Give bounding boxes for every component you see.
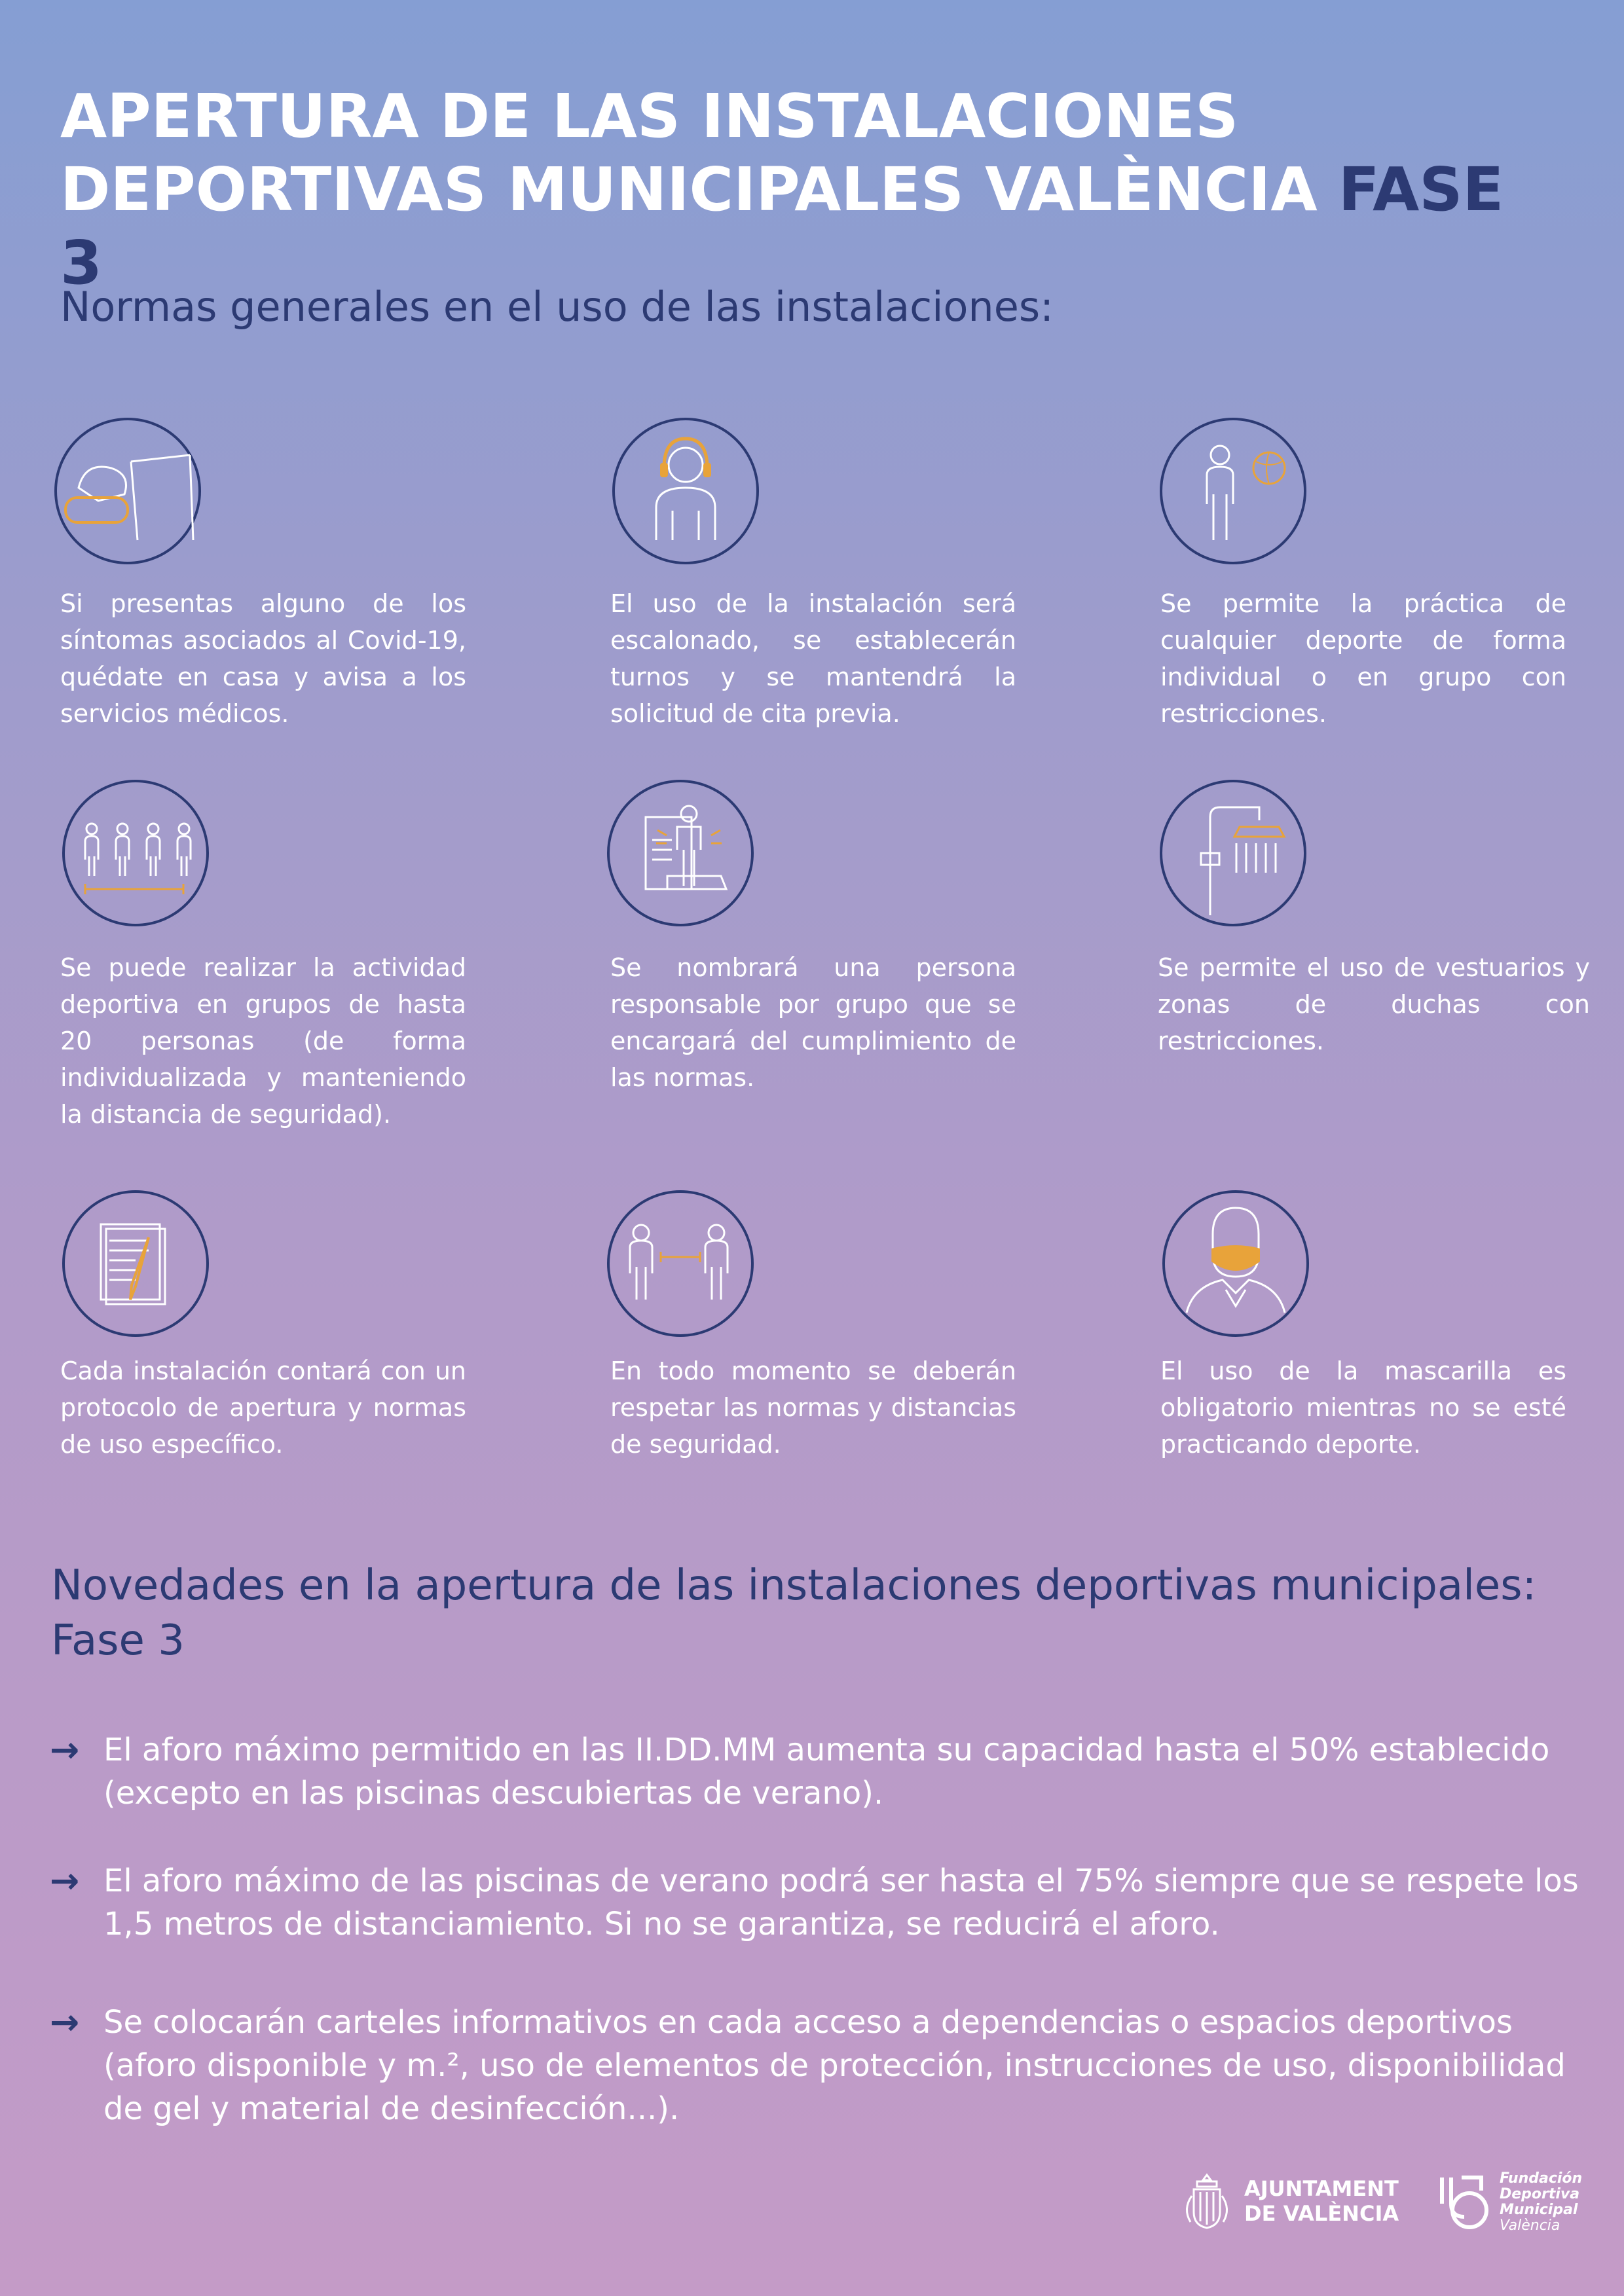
- rule-text-9: El uso de la mascarilla es obligatorio mientras no se esté practicando deporte.: [1160, 1357, 1566, 1459]
- group-distance-icon: [60, 778, 211, 928]
- fdm-emblem-icon: [1435, 2171, 1492, 2234]
- novedad-text-2: El aforo máximo de las piscinas de verano podrá ser hasta el 75% siempre que se respete los 1,5 metros de distanciamiento. Si no se garantiza, se reducirá el aforo.: [103, 1863, 1579, 1942]
- page-title: [60, 80, 1566, 300]
- logo2-line1: Fundación: [1500, 2170, 1583, 2187]
- section-title-novedades: Novedades en la apertura de las instalaciones deportivas municipales: Fase 3: [51, 1561, 1537, 1665]
- rule-text-6: Se permite el uso de vestuarios y zonas de duchas con restricciones.: [1158, 953, 1590, 1055]
- novedad-text-3: Se colocarán carteles informativos en cada acceso a dependencias o espacios deportivos (aforo disponible y m.², uso de elementos de protección, instrucciones de uso, disponibilidad de gel y material de desinfección...).: [103, 2004, 1566, 2127]
- rule-text-2: El uso de la instalación será escalonado, se establecerán turnos y se mantendrá la solicitud de cita previa.: [610, 589, 1016, 728]
- rule-text-8: En todo momento se deberán respetar las normas y distancias de seguridad.: [610, 1357, 1016, 1459]
- rule-text-4: Se puede realizar la actividad deportiva en grupos de hasta 20 personas (de forma individualizada y manteniendo la distancia de seguridad).: [60, 953, 466, 1129]
- shower-icon: [1158, 778, 1308, 928]
- novedad-item-3: [50, 2001, 1595, 2130]
- fundacion-logo: [1435, 2168, 1606, 2236]
- title-main: APERTURA DE LAS INSTALACIONES DEPORTIVAS MUNICIPALES VALÈNCIA: [60, 81, 1318, 225]
- rule-text-3: Se permite la práctica de cualquier deporte de forma individual o en grupo con restricciones.: [1160, 589, 1566, 728]
- novedad-text-1: El aforo máximo permitido en las II.DD.MM aumenta su capacidad hasta el 50% establecido (excepto en las piscinas descubiertas de verano).: [103, 1732, 1550, 1812]
- responsible-person-icon: [605, 778, 756, 928]
- person-headset-icon: [610, 416, 761, 566]
- title-accent: FASE 3: [60, 155, 1504, 298]
- arrow-right-icon: →: [50, 1729, 80, 1770]
- section-title-rules: Normas generales en el uso de las instalaciones:: [60, 283, 1054, 331]
- logo2-line4: València: [1500, 2217, 1560, 2234]
- safety-distance-icon: [605, 1188, 756, 1339]
- sick-person-icon: [52, 416, 203, 566]
- rule-text-1: Si presentas alguno de los síntomas asociados al Covid-19, quédate en casa y avisa a los servicios médicos.: [60, 589, 466, 728]
- novedad-item-1: [50, 1728, 1595, 1815]
- coat-of-arms-icon: [1177, 2170, 1236, 2232]
- arrow-right-icon: →: [50, 2001, 80, 2043]
- arrow-right-icon: →: [50, 1860, 80, 1901]
- person-ball-icon: [1158, 416, 1308, 566]
- logo2-line2: Deportiva: [1500, 2186, 1580, 2202]
- protocol-document-icon: [60, 1188, 211, 1339]
- rule-text-7: Cada instalación contará con un protocolo de apertura y normas de uso específico.: [60, 1357, 466, 1459]
- ajuntament-logo: [1177, 2168, 1400, 2234]
- rule-text-5: Se nombrará una persona responsable por grupo que se encargará del cumplimiento de las normas.: [610, 953, 1016, 1092]
- logo1-line1: AJUNTAMENT: [1244, 2176, 1399, 2201]
- novedad-item-2: [50, 1859, 1595, 1946]
- logo1-line2: DE VALÈNCIA: [1244, 2201, 1399, 2226]
- face-mask-icon: [1160, 1188, 1311, 1339]
- logo2-line3: Municipal: [1500, 2202, 1578, 2218]
